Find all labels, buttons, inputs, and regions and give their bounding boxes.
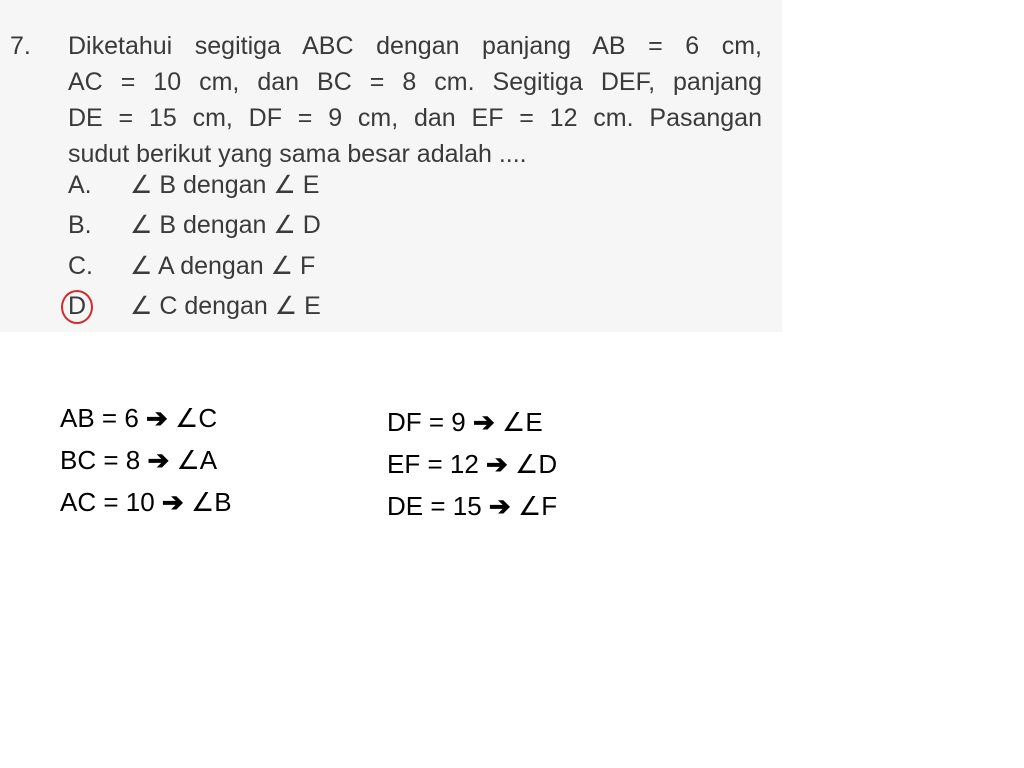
solution-row — [60, 439, 232, 481]
side-length: DE = 15 — [387, 491, 482, 521]
opposite-angle: ∠B — [190, 487, 232, 517]
solution-left-column — [60, 397, 232, 523]
arrow-icon: ➔ — [472, 407, 495, 437]
option-letter: B. — [68, 211, 92, 239]
arrow-icon: ➔ — [161, 487, 184, 517]
solution-row — [60, 397, 232, 439]
side-length: EF = 12 — [387, 449, 479, 479]
solution-row — [60, 481, 232, 523]
scanned-question — [0, 0, 782, 332]
solution-row — [387, 443, 557, 485]
option-text: ∠ B dengan ∠ D — [130, 211, 321, 239]
solution-right-column — [387, 401, 557, 527]
question-line: Diketahui segitiga ABC dengan panjang AB = 6 cm, — [68, 32, 762, 60]
question-number: 7. — [10, 32, 31, 60]
opposite-angle: ∠D — [515, 449, 558, 479]
question-line: DE = 15 cm, DF = 9 cm, dan EF = 12 cm. Pasangan — [68, 104, 762, 132]
side-length: AB = 6 — [60, 403, 139, 433]
solution-row — [387, 401, 557, 443]
option-letter: A. — [68, 171, 92, 199]
option-text: ∠ B dengan ∠ E — [130, 171, 320, 199]
arrow-icon: ➔ — [486, 449, 508, 479]
question-line: AC = 10 cm, dan BC = 8 cm. Segitiga DEF, panjang — [68, 68, 762, 96]
solution-row — [387, 485, 557, 527]
option-letter: C. — [68, 252, 93, 280]
option-text: ∠ A dengan ∠ F — [130, 252, 316, 280]
question-text — [68, 28, 762, 172]
option-text: ∠ C dengan ∠ E — [130, 292, 321, 320]
side-length: DF = 9 — [387, 407, 466, 437]
option-letter: D — [68, 292, 87, 320]
question-line: sudut berikut yang sama besar adalah .... — [68, 140, 527, 168]
opposite-angle: ∠E — [502, 407, 543, 437]
opposite-angle: ∠C — [175, 403, 218, 433]
arrow-icon: ➔ — [146, 403, 168, 433]
arrow-icon: ➔ — [147, 445, 170, 475]
side-length: AC = 10 — [60, 487, 155, 517]
opposite-angle: ∠A — [176, 445, 218, 475]
opposite-angle: ∠F — [517, 491, 558, 521]
arrow-icon: ➔ — [488, 491, 511, 521]
side-length: BC = 8 — [60, 445, 141, 475]
